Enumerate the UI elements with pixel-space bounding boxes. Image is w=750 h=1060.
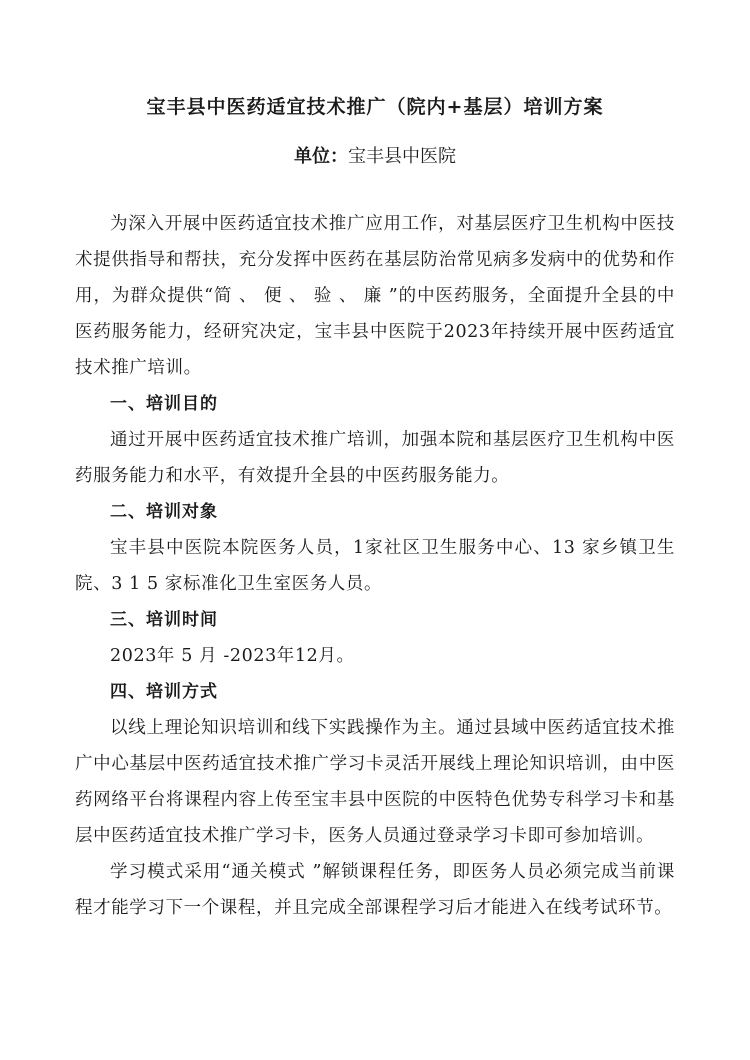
section-paragraph-time: 2023年 5 月 -2023年12月。 — [110, 646, 355, 666]
section-heading-time: 三、培训时间 — [110, 610, 218, 630]
unit-name: 宝丰县中医院 — [348, 146, 456, 167]
section-paragraph-purpose: 通过开展中医药适宜技术推广培训，加强本院和基层医疗卫生机构中医药服务能力和水平，有效提升全县的中医药服务能力。 — [75, 430, 675, 486]
section-heading-method: 四、培训方式 — [110, 682, 218, 702]
section-paragraph-method-1: 以线上理论知识培训和线下实践操作为主。通过县域中医药适宜技术推广中心基层中医药适宜技术推广学习卡灵活开展线上理论知识培训，由中医药网络平台将课程内容上传至宝丰县中医院的中医特色优势专科学习卡和基层中医药适宜技术推广学习卡，医务人员通过登录学习卡即可参加培训。 — [75, 718, 675, 846]
section-heading-purpose: 一、培训目的 — [110, 394, 218, 414]
document-title: 宝丰县中医药适宜技术推广（院内+基层）培训方案 — [146, 96, 604, 118]
unit-label: 单位： — [294, 146, 348, 167]
document-body — [75, 206, 675, 926]
unit-line — [0, 142, 750, 168]
section-paragraph-method-2: 学习模式采用“通关模式 ”解锁课程任务，即医务人员必须完成当前课程才能学习下一个课程，并且完成全部课程学习后才能进入在线考试环节。 — [75, 862, 675, 918]
section-heading-audience: 二、培训对象 — [110, 502, 218, 522]
intro-paragraph: 为深入开展中医药适宜技术推广应用工作，对基层医疗卫生机构中医技术提供指导和帮扶，充分发挥中医药在基层防治常见病多发病中的优势和作用，为群众提供“简 、 便 、 验 、 廉 ”的中医药服务，全面提升全县的中医药服务能力，经研究决定，宝丰县中医院于2023年持续开展中医药适宜技术推广培训。 — [75, 214, 675, 378]
section-paragraph-audience: 宝丰县中医院本院医务人员，1家社区卫生服务中心、13 家乡镇卫生院、3 1 5 家标准化卫生室医务人员。 — [75, 538, 675, 594]
